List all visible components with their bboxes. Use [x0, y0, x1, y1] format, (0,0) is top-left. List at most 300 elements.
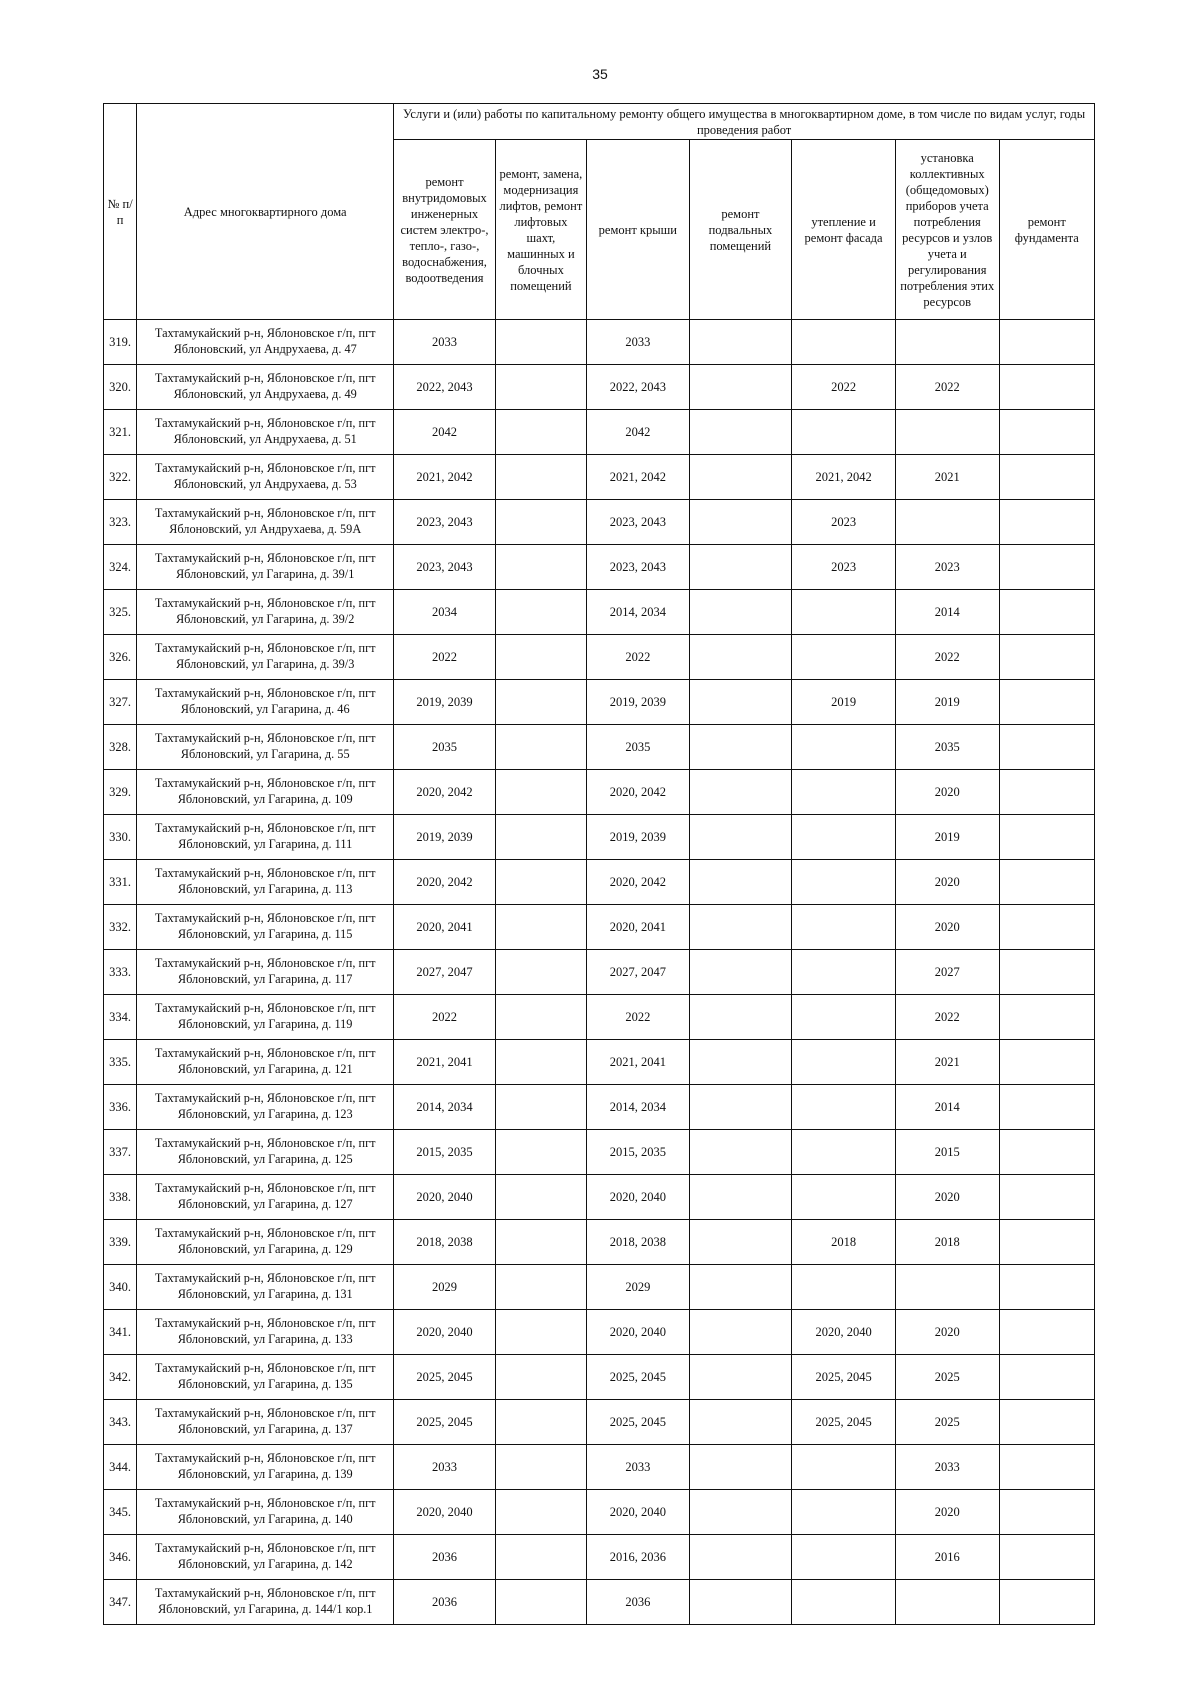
table-row — [104, 725, 1095, 770]
row-address — [137, 1400, 394, 1445]
cell-foundation — [999, 950, 1094, 995]
cell-elevators — [495, 1220, 586, 1265]
cell-basement — [689, 1445, 792, 1490]
cell-foundation — [999, 1490, 1094, 1535]
cell-engineering: 2015, 2035 — [394, 1130, 496, 1175]
address-line-2: Яблоновский, ул Гагарина, д. 115 — [177, 927, 353, 941]
address-line-2: Яблоновский, ул Гагарина, д. 117 — [177, 972, 353, 986]
cell-elevators — [495, 680, 586, 725]
cell-roof: 2020, 2041 — [587, 905, 690, 950]
cell-engineering: 2022 — [394, 635, 496, 680]
cell-meters: 2025 — [895, 1400, 999, 1445]
cell-basement — [689, 545, 792, 590]
row-number: 332. — [104, 905, 137, 950]
address-line-1: Тахтамукайский р-н, Яблоновское г/п, пгт — [154, 596, 376, 611]
cell-engineering: 2042 — [394, 410, 496, 455]
table-row — [104, 860, 1095, 905]
cell-meters: 2020 — [895, 905, 999, 950]
address-line-1: Тахтамукайский р-н, Яблоновское г/п, пгт — [154, 686, 376, 701]
row-address — [137, 770, 394, 815]
cell-elevators — [495, 590, 586, 635]
table-body — [104, 320, 1095, 1625]
table-row — [104, 680, 1095, 725]
cell-meters: 2019 — [895, 680, 999, 725]
cell-facade: 2025, 2045 — [792, 1400, 896, 1445]
address-line-1: Тахтамукайский р-н, Яблоновское г/п, пгт — [154, 1091, 376, 1106]
cell-roof: 2023, 2043 — [587, 500, 690, 545]
cell-foundation — [999, 1355, 1094, 1400]
cell-elevators — [495, 1400, 586, 1445]
cell-roof: 2021, 2042 — [587, 455, 690, 500]
table-row — [104, 1445, 1095, 1490]
page-number: 35 — [592, 66, 608, 82]
cell-basement — [689, 1580, 792, 1625]
cell-meters: 2015 — [895, 1130, 999, 1175]
cell-elevators — [495, 1175, 586, 1220]
row-number: 319. — [104, 320, 137, 365]
table-row — [104, 1580, 1095, 1625]
table-row — [104, 1040, 1095, 1085]
cell-elevators — [495, 1355, 586, 1400]
cell-foundation — [999, 1130, 1094, 1175]
cell-facade — [792, 1085, 896, 1130]
table-row — [104, 1400, 1095, 1445]
cell-engineering: 2023, 2043 — [394, 500, 496, 545]
cell-foundation — [999, 1265, 1094, 1310]
cell-meters: 2016 — [895, 1535, 999, 1580]
header-col-meters: установка коллективных (общедомовых) приборов учета потребления ресурсов и узлов учета и регулирования потребления этих ресурсов — [895, 140, 999, 320]
cell-basement — [689, 500, 792, 545]
cell-meters — [895, 1265, 999, 1310]
row-number: 343. — [104, 1400, 137, 1445]
address-line-2: Яблоновский, ул Гагарина, д. 127 — [177, 1197, 353, 1211]
table-row — [104, 1310, 1095, 1355]
cell-foundation — [999, 455, 1094, 500]
cell-elevators — [495, 1040, 586, 1085]
cell-facade — [792, 995, 896, 1040]
cell-meters: 2018 — [895, 1220, 999, 1265]
cell-roof: 2019, 2039 — [587, 815, 690, 860]
row-number: 333. — [104, 950, 137, 995]
address-line-1: Тахтамукайский р-н, Яблоновское г/п, пгт — [154, 641, 376, 656]
cell-facade — [792, 1490, 896, 1535]
row-number: 335. — [104, 1040, 137, 1085]
cell-engineering: 2022 — [394, 995, 496, 1040]
cell-engineering: 2022, 2043 — [394, 365, 496, 410]
address-line-1: Тахтамукайский р-н, Яблоновское г/п, пгт — [154, 1181, 376, 1196]
cell-engineering: 2019, 2039 — [394, 680, 496, 725]
address-line-2: Яблоновский, ул Гагарина, д. 39/3 — [175, 657, 355, 671]
cell-facade — [792, 1040, 896, 1085]
cell-facade — [792, 1175, 896, 1220]
cell-facade: 2021, 2042 — [792, 455, 896, 500]
cell-meters: 2020 — [895, 1490, 999, 1535]
row-address — [137, 500, 394, 545]
address-line-2: Яблоновский, ул Гагарина, д. 125 — [177, 1152, 353, 1166]
cell-meters: 2021 — [895, 1040, 999, 1085]
cell-roof: 2016, 2036 — [587, 1535, 690, 1580]
cell-roof: 2042 — [587, 410, 690, 455]
address-line-2: Яблоновский, ул Гагарина, д. 131 — [177, 1287, 353, 1301]
cell-facade: 2023 — [792, 500, 896, 545]
cell-basement — [689, 320, 792, 365]
address-line-1: Тахтамукайский р-н, Яблоновское г/п, пгт — [154, 416, 376, 431]
cell-facade — [792, 410, 896, 455]
row-address — [137, 950, 394, 995]
cell-elevators — [495, 815, 586, 860]
cell-basement — [689, 860, 792, 905]
row-number: 345. — [104, 1490, 137, 1535]
row-address — [137, 590, 394, 635]
row-number: 344. — [104, 1445, 137, 1490]
row-number: 329. — [104, 770, 137, 815]
cell-facade: 2022 — [792, 365, 896, 410]
header-col-facade: утепление и ремонт фасада — [792, 140, 896, 320]
cell-engineering: 2036 — [394, 1580, 496, 1625]
cell-elevators — [495, 635, 586, 680]
row-number: 342. — [104, 1355, 137, 1400]
table-row — [104, 1175, 1095, 1220]
cell-elevators — [495, 1085, 586, 1130]
row-address — [137, 1445, 394, 1490]
cell-engineering: 2023, 2043 — [394, 545, 496, 590]
address-line-2: Яблоновский, ул Гагарина, д. 39/1 — [175, 567, 355, 581]
cell-facade — [792, 320, 896, 365]
row-number: 324. — [104, 545, 137, 590]
table-row — [104, 1355, 1095, 1400]
address-line-1: Тахтамукайский р-н, Яблоновское г/п, пгт — [154, 1001, 376, 1016]
cell-roof: 2020, 2040 — [587, 1310, 690, 1355]
table-row — [104, 1265, 1095, 1310]
table-row — [104, 905, 1095, 950]
table-row — [104, 1535, 1095, 1580]
cell-basement — [689, 1175, 792, 1220]
cell-roof: 2015, 2035 — [587, 1130, 690, 1175]
row-number: 346. — [104, 1535, 137, 1580]
row-number: 327. — [104, 680, 137, 725]
row-number: 339. — [104, 1220, 137, 1265]
row-number: 337. — [104, 1130, 137, 1175]
cell-meters: 2025 — [895, 1355, 999, 1400]
cell-roof: 2014, 2034 — [587, 590, 690, 635]
cell-meters: 2033 — [895, 1445, 999, 1490]
cell-roof: 2027, 2047 — [587, 950, 690, 995]
cell-meters — [895, 500, 999, 545]
row-number: 340. — [104, 1265, 137, 1310]
cell-meters: 2027 — [895, 950, 999, 995]
row-number: 323. — [104, 500, 137, 545]
cell-roof: 2022 — [587, 635, 690, 680]
cell-roof: 2033 — [587, 320, 690, 365]
cell-engineering: 2019, 2039 — [394, 815, 496, 860]
table-row — [104, 1130, 1095, 1175]
cell-meters: 2022 — [895, 995, 999, 1040]
table-row — [104, 815, 1095, 860]
row-number: 328. — [104, 725, 137, 770]
cell-basement — [689, 1490, 792, 1535]
row-address — [137, 1490, 394, 1535]
cell-roof: 2018, 2038 — [587, 1220, 690, 1265]
row-number: 334. — [104, 995, 137, 1040]
cell-facade — [792, 770, 896, 815]
cell-basement — [689, 410, 792, 455]
address-line-1: Тахтамукайский р-н, Яблоновское г/п, пгт — [154, 866, 376, 881]
cell-foundation — [999, 1040, 1094, 1085]
cell-elevators — [495, 725, 586, 770]
cell-facade — [792, 1265, 896, 1310]
cell-facade — [792, 1445, 896, 1490]
cell-foundation — [999, 590, 1094, 635]
address-line-2: Яблоновский, ул Гагарина, д. 39/2 — [175, 612, 355, 626]
cell-elevators — [495, 1535, 586, 1580]
cell-roof: 2022 — [587, 995, 690, 1040]
row-address — [137, 545, 394, 590]
address-line-1: Тахтамукайский р-н, Яблоновское г/п, пгт — [154, 1406, 376, 1421]
cell-roof: 2021, 2041 — [587, 1040, 690, 1085]
cell-foundation — [999, 995, 1094, 1040]
cell-elevators — [495, 995, 586, 1040]
cell-meters — [895, 410, 999, 455]
cell-meters: 2035 — [895, 725, 999, 770]
cell-roof: 2025, 2045 — [587, 1355, 690, 1400]
row-address — [137, 1220, 394, 1265]
table-row — [104, 1085, 1095, 1130]
cell-engineering: 2025, 2045 — [394, 1400, 496, 1445]
row-number: 331. — [104, 860, 137, 905]
address-line-1: Тахтамукайский р-н, Яблоновское г/п, пгт — [154, 731, 376, 746]
table-row — [104, 320, 1095, 365]
cell-foundation — [999, 1535, 1094, 1580]
row-address — [137, 1310, 394, 1355]
cell-basement — [689, 815, 792, 860]
address-line-1: Тахтамукайский р-н, Яблоновское г/п, пгт — [154, 1361, 376, 1376]
table-row — [104, 545, 1095, 590]
row-number: 321. — [104, 410, 137, 455]
cell-foundation — [999, 365, 1094, 410]
cell-engineering: 2021, 2041 — [394, 1040, 496, 1085]
cell-meters: 2021 — [895, 455, 999, 500]
cell-meters — [895, 1580, 999, 1625]
row-address — [137, 1355, 394, 1400]
header-services: Услуги и (или) работы по капитальному ремонту общего имущества в многоквартирном доме, в том числе по видам услуг, годы проведения работ — [394, 104, 1095, 140]
address-line-1: Тахтамукайский р-н, Яблоновское г/п, пгт — [154, 956, 376, 971]
cell-elevators — [495, 365, 586, 410]
cell-elevators — [495, 500, 586, 545]
cell-basement — [689, 905, 792, 950]
cell-engineering: 2018, 2038 — [394, 1220, 496, 1265]
address-line-2: Яблоновский, ул Гагарина, д. 139 — [177, 1467, 353, 1481]
cell-facade: 2023 — [792, 545, 896, 590]
address-line-2: Яблоновский, ул Гагарина, д. 55 — [180, 747, 350, 761]
cell-foundation — [999, 1220, 1094, 1265]
table-row — [104, 365, 1095, 410]
cell-foundation — [999, 545, 1094, 590]
row-address — [137, 680, 394, 725]
cell-basement — [689, 1130, 792, 1175]
cell-basement — [689, 1265, 792, 1310]
address-line-2: Яблоновский, ул Гагарина, д. 129 — [177, 1242, 353, 1256]
cell-meters: 2020 — [895, 770, 999, 815]
cell-basement — [689, 1355, 792, 1400]
cell-basement — [689, 455, 792, 500]
cell-elevators — [495, 1445, 586, 1490]
cell-facade — [792, 590, 896, 635]
cell-meters: 2023 — [895, 545, 999, 590]
table-row — [104, 950, 1095, 995]
cell-facade — [792, 950, 896, 995]
cell-elevators — [495, 770, 586, 815]
cell-basement — [689, 950, 792, 995]
cell-roof: 2036 — [587, 1580, 690, 1625]
cell-elevators — [495, 455, 586, 500]
row-number: 325. — [104, 590, 137, 635]
address-line-2: Яблоновский, ул Гагарина, д. 123 — [177, 1107, 353, 1121]
cell-basement — [689, 1310, 792, 1355]
table-row — [104, 410, 1095, 455]
row-address — [137, 860, 394, 905]
address-line-2: Яблоновский, ул Гагарина, д. 46 — [180, 702, 350, 716]
cell-elevators — [495, 1580, 586, 1625]
cell-basement — [689, 995, 792, 1040]
cell-foundation — [999, 905, 1094, 950]
cell-engineering: 2020, 2042 — [394, 770, 496, 815]
address-line-2: Яблоновский, ул Гагарина, д. 119 — [177, 1017, 353, 1031]
cell-foundation — [999, 770, 1094, 815]
row-address — [137, 635, 394, 680]
cell-foundation — [999, 725, 1094, 770]
address-line-1: Тахтамукайский р-н, Яблоновское г/п, пгт — [154, 776, 376, 791]
cell-basement — [689, 770, 792, 815]
cell-roof: 2033 — [587, 1445, 690, 1490]
address-line-1: Тахтамукайский р-н, Яблоновское г/п, пгт — [154, 1316, 376, 1331]
address-line-1: Тахтамукайский р-н, Яблоновское г/п, пгт — [154, 506, 376, 521]
address-line-1: Тахтамукайский р-н, Яблоновское г/п, пгт — [154, 551, 376, 566]
cell-engineering: 2033 — [394, 320, 496, 365]
row-address — [137, 455, 394, 500]
cell-facade — [792, 815, 896, 860]
cell-facade — [792, 1580, 896, 1625]
header-col-roof: ремонт крыши — [587, 140, 690, 320]
address-line-2: Яблоновский, ул Андрухаева, д. 49 — [173, 387, 357, 401]
cell-roof: 2035 — [587, 725, 690, 770]
address-line-1: Тахтамукайский р-н, Яблоновское г/п, пгт — [154, 1136, 376, 1151]
table-row — [104, 590, 1095, 635]
cell-meters: 2014 — [895, 1085, 999, 1130]
address-line-2: Яблоновский, ул Андрухаева, д. 59А — [169, 522, 362, 536]
address-line-1: Тахтамукайский р-н, Яблоновское г/п, пгт — [154, 1046, 376, 1061]
cell-basement — [689, 1040, 792, 1085]
cell-basement — [689, 680, 792, 725]
cell-foundation — [999, 1175, 1094, 1220]
cell-facade — [792, 860, 896, 905]
cell-roof: 2014, 2034 — [587, 1085, 690, 1130]
cell-engineering: 2027, 2047 — [394, 950, 496, 995]
address-line-2: Яблоновский, ул Гагарина, д. 142 — [177, 1557, 353, 1571]
cell-foundation — [999, 1085, 1094, 1130]
cell-facade — [792, 905, 896, 950]
cell-basement — [689, 725, 792, 770]
cell-facade: 2020, 2040 — [792, 1310, 896, 1355]
cell-elevators — [495, 1265, 586, 1310]
address-line-1: Тахтамукайский р-н, Яблоновское г/п, пгт — [154, 911, 376, 926]
cell-facade — [792, 725, 896, 770]
cell-elevators — [495, 545, 586, 590]
cell-facade — [792, 1130, 896, 1175]
cell-elevators — [495, 320, 586, 365]
cell-foundation — [999, 680, 1094, 725]
row-number: 326. — [104, 635, 137, 680]
cell-engineering: 2020, 2040 — [394, 1490, 496, 1535]
header-address: Адрес многоквартирного дома — [137, 104, 394, 320]
cell-elevators — [495, 1490, 586, 1535]
cell-facade: 2018 — [792, 1220, 896, 1265]
row-address — [137, 410, 394, 455]
cell-roof: 2022, 2043 — [587, 365, 690, 410]
cell-basement — [689, 1220, 792, 1265]
row-number: 322. — [104, 455, 137, 500]
cell-elevators — [495, 905, 586, 950]
cell-basement — [689, 365, 792, 410]
address-line-1: Тахтамукайский р-н, Яблоновское г/п, пгт — [154, 371, 376, 386]
cell-roof: 2020, 2040 — [587, 1490, 690, 1535]
address-line-1: Тахтамукайский р-н, Яблоновское г/п, пгт — [154, 1586, 376, 1601]
row-address — [137, 1535, 394, 1580]
address-line-2: Яблоновский, ул Гагарина, д. 109 — [177, 792, 353, 806]
row-address — [137, 815, 394, 860]
cell-meters: 2020 — [895, 860, 999, 905]
cell-roof: 2020, 2042 — [587, 860, 690, 905]
cell-foundation — [999, 410, 1094, 455]
cell-basement — [689, 1400, 792, 1445]
cell-engineering: 2025, 2045 — [394, 1355, 496, 1400]
address-line-2: Яблоновский, ул Андрухаева, д. 53 — [173, 477, 357, 491]
cell-engineering: 2035 — [394, 725, 496, 770]
cell-meters: 2022 — [895, 365, 999, 410]
table-row — [104, 455, 1095, 500]
cell-facade — [792, 635, 896, 680]
cell-facade: 2019 — [792, 680, 896, 725]
cell-elevators — [495, 950, 586, 995]
table-row — [104, 635, 1095, 680]
cell-facade: 2025, 2045 — [792, 1355, 896, 1400]
cell-meters: 2020 — [895, 1310, 999, 1355]
table-row — [104, 770, 1095, 815]
address-line-1: Тахтамукайский р-н, Яблоновское г/п, пгт — [154, 1496, 376, 1511]
cell-foundation — [999, 320, 1094, 365]
table-row — [104, 995, 1095, 1040]
row-number: 320. — [104, 365, 137, 410]
cell-roof: 2025, 2045 — [587, 1400, 690, 1445]
cell-engineering: 2034 — [394, 590, 496, 635]
header-col-elevators: ремонт, замена, модернизация лифтов, ремонт лифтовых шахт, машинных и блочных помещений — [495, 140, 586, 320]
cell-engineering: 2033 — [394, 1445, 496, 1490]
cell-engineering: 2021, 2042 — [394, 455, 496, 500]
row-number: 341. — [104, 1310, 137, 1355]
cell-roof: 2020, 2042 — [587, 770, 690, 815]
row-address — [137, 365, 394, 410]
row-address — [137, 1580, 394, 1625]
address-line-2: Яблоновский, ул Гагарина, д. 140 — [177, 1512, 353, 1526]
cell-roof: 2023, 2043 — [587, 545, 690, 590]
cell-meters — [895, 320, 999, 365]
table-row — [104, 1220, 1095, 1265]
row-number: 336. — [104, 1085, 137, 1130]
row-address — [137, 1040, 394, 1085]
address-line-2: Яблоновский, ул Андрухаева, д. 51 — [173, 432, 357, 446]
cell-engineering: 2029 — [394, 1265, 496, 1310]
address-line-1: Тахтамукайский р-н, Яблоновское г/п, пгт — [154, 821, 376, 836]
cell-engineering: 2020, 2042 — [394, 860, 496, 905]
